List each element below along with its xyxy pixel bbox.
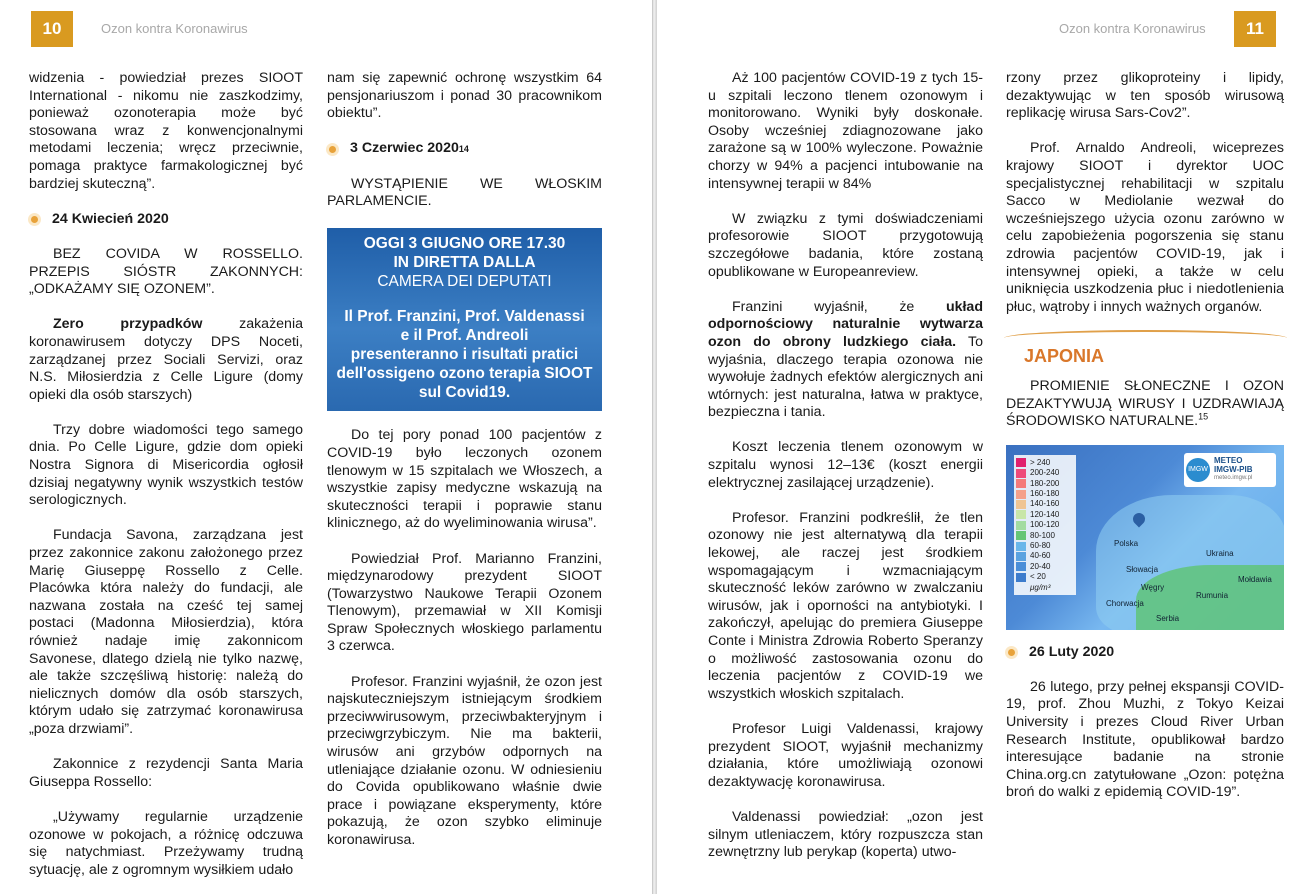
footnote-ref: 15 [1198,411,1209,422]
banner-line: dell'ossigeno ozono terapia SIOOT [336,365,593,383]
date-heading [29,211,303,229]
legend-swatch [1016,573,1026,582]
paragraph: Profesor. Franzini wyjaśnił, że ozon jest najskuteczniejszym istniejącym środkiem przeciwwirusowym, przeciwbakteryjnym i przeciwgrzybiczym. Nie ma bakterii, wirusów ani grzybów odpornych na utleniające działanie ozonu. W odniesieniu do Covida opublikowano właśnie dwie prace i powiązane eksperymenty, które pokazują, że ozon szybko eliminuje koronawirusa. [327,673,602,848]
banner-line: Il Prof. Franzini, Prof. Valdenassi [344,308,585,326]
text: To wyjaśnia, dlaczego terapia ozonowa nie wywołuje żadnych efektów alergicznych ani wtórnych: jest naturalna, łatwa w praktyce, bezpieczna i tania. [708,333,983,421]
paragraph: Koszt leczenia tlenem ozonowym w szpitalu wynosi 12–13€ (koszt energii elektrycznej zasilającej urządzenie). [708,439,983,491]
paragraph: Valdenassi powiedział: „ozon jest silnym utleniaczem, który rozpuszcza stan zewnętrzny lub perykap (koperta) utwo- [708,808,983,861]
legend-swatch [1016,531,1026,540]
date-text: 24 Kwiecień 2020 [52,210,169,227]
right-page [657,0,1314,894]
ozone-map-image [1006,445,1284,630]
map-label: Ukraina [1206,548,1234,558]
paragraph [1006,378,1284,431]
left-column-1 [29,70,303,894]
bullet-icon [31,216,38,223]
banner-line: e il Prof. Andreoli [400,327,529,345]
legend-label: 20-40 [1030,561,1051,571]
text: Franzini wyjaśnił, że [732,298,946,315]
legend-unit: μg/m³ [1030,582,1051,592]
paragraph [29,316,303,404]
date-heading: 3 Czerwiec 2020 14 [327,140,602,158]
legend-label: 160-180 [1030,488,1060,498]
page-number: 10 [31,11,73,47]
banner-line: sul Covid19. [418,384,511,402]
legend-row [1016,499,1076,509]
legend-label: 100-120 [1030,520,1060,530]
bold-text: układ odpornościowy naturalnie wytwarza ozon do obrony ludzkiego ciała. [708,298,983,350]
paragraph: 26 lutego, przy pełnej ekspansji COVID-19, prof. Zhou Muzhi, z Tokyo Keizai University i prezes Cloud River Urban Research Institute, opublikował bardzo interesujące badanie na stronie China.org.cn zatytułowane „Ozon: potężna broń do walki z epidemią COVID-19”. [1006,678,1284,801]
logo-title: METEO [1214,456,1243,466]
legend-swatch [1016,552,1026,561]
legend-swatch [1016,479,1026,488]
paragraph: Do tej pory ponad 100 pacjentów z COVID-19 było leczonych ozonem tlenowym w 15 szpitalach we Włoszech, a wszystkie zapisy medyczne wskazują na skuteczności terapii i poprawie stanu klinicznego, aż do wyeliminowania wirusa”. [327,427,602,532]
paragraph: „Używamy regularnie urządzenie ozonowe w pokojach, a różnicę odczuwa się natychmiast. Przeżywamy trudną sytuację, ale z ogromnym wysiłkiem udało [29,808,303,878]
banner-line: OGGI 3 GIUGNO ORE 17.30 [363,235,566,253]
map-label: Rumunia [1196,590,1229,600]
banner-line: CAMERA DEI DEPUTATI [377,273,552,291]
map-label: Serbia [1156,613,1180,623]
paragraph: Prof. Arnaldo Andreoli, wiceprezes krajowy SIOOT i dyrektor UOC specjalistycznej rehabilitacji w szpitalu Sacco w Mediolanie wezwał do wcześniejszego użycia ozonu zarówno w celu zapobieżenia pogorszenia się stanu zdrowia pacjentów COVID-19, jak i intensywnej opieki, a także w celu uniknięcia uszkodzenia płuc i niedotlenienia płuc, wątroby i innych ważnych organów. [1006,140,1284,315]
paragraph: BEZ COVIDA W ROSSELLO. PRZEPIS SIÓSTR ZAKONNYCH: „ODKAŻAMY SIĘ OZONEM”. [29,245,303,298]
legend-swatch [1016,490,1026,499]
map-label: Mołdawia [1238,574,1272,584]
meteo-imgw-logo [1184,453,1276,487]
paragraph: WYSTĄPIENIE WE WŁOSKIM PARLAMENCIE. [327,175,602,210]
date-text: 3 Czerwiec 2020 [350,140,459,157]
legend-row [1016,551,1076,561]
paragraph: Profesor. Franzini podkreślił, że tlen ozonowy nie jest alternatywą dla terapii lekowej, ale raczej jest środkiem wspomagającym i wzmacniającym skuteczność leków zarówno w zwalczaniu wirusów, jak i oporności na antybiotyki. I zakończył, apelując do premiera Giuseppe Conte i Ministra Zdrowia Roberto Speranzy o możliwość zastosowania ozonu do leczenia pacjentów z COVID-19 we wszystkich włoskich szpitalach. [708,509,983,702]
legend-label: 80-100 [1030,530,1055,540]
paragraph: Aż 100 pacjentów COVID-19 z tych 15-u szpitali leczono tlenem ozonowym i monitorowano. Wyniki były doskonałe. Osoby wcześniej zdiagnozowane jako zarażone są w 100% wyleczone. Poważnie chorzy w 94% a pacjenci intubowanie na intensywnej terapii w 84% [708,70,983,192]
legend-label: 200-240 [1030,468,1060,478]
running-title: Ozon kontra Koronawirus [101,21,248,36]
legend-label: 40-60 [1030,551,1051,561]
parliament-banner-image [327,228,602,411]
running-title: Ozon kontra Koronawirus [1059,21,1206,36]
paragraph: Profesor Luigi Valdenassi, krajowy prezydent SIOOT, wyjaśnił mechanizmy działania, które umożliwiają ozonowi dezaktywację koronawirusa. [708,720,983,790]
map-legend [1014,455,1076,595]
legend-swatch [1016,510,1026,519]
legend-label: 120-140 [1030,509,1060,519]
paragraph [708,299,983,422]
map-label: Słowacja [1126,564,1159,574]
paragraph: Zakonnice z rezydencji Santa Maria Giuseppa Rossello: [29,756,303,790]
legend-swatch [1016,521,1026,530]
map-label: Polska [1114,538,1139,548]
map-label: Węgry [1141,582,1165,592]
logo-url: meteo.imgw.pl [1214,475,1253,482]
legend-swatch [1016,469,1026,478]
legend-row [1016,468,1076,478]
text: PROMIENIE SŁONECZNE I OZON DEZAKTYWUJĄ WIRUSY I UZDRAWIAJĄ ŚRODOWISKO NATURALNE. [1006,377,1284,430]
legend-label: 140-160 [1030,499,1060,509]
legend-row [1016,562,1076,572]
right-column-1 [708,70,983,879]
left-page [0,0,652,894]
date-text: 26 Luty 2020 [1029,643,1115,660]
bullet-icon [329,146,336,153]
paragraph: Powiedział Prof. Marianno Franzini, międzynarodowy prezydent SIOOT (Towarzystwo Naukowe Terapii Ozonem Tlenowym), przemawiał w XII Komisji Spraw Społecznych włoskiego parlamentu 3 czerwca. [327,550,602,655]
left-column-2 [327,70,602,867]
legend-label: < 20 [1030,572,1046,582]
legend-row [1016,479,1076,489]
logo-title2: IMGW-PIB [1214,465,1253,475]
legend-swatch [1016,458,1026,467]
paragraph: Trzy dobre wiadomości tego samego dnia. Po Celle Ligure, gdzie dom opieki Nostra Signora di Misericordia ogłosił dzisiaj negatywny wynik wszystkich testów serologicznych. [29,421,303,509]
legend-row [1016,572,1076,582]
legend-label: 180-200 [1030,478,1060,488]
date-heading [1006,644,1284,662]
map-label: Chorwacja [1106,598,1144,608]
page-number: 11 [1234,11,1276,47]
right-column-2 [1006,70,1284,820]
legend-row [1016,458,1076,468]
legend-label: > 240 [1030,457,1051,467]
paragraph: widzenia - powiedział prezes SIOOT International - nikomu nie zaszkodzimy, ponieważ ozonoterapia może być stosowana wraz z konwencjonalnymi metodami leczenia; wręcz przeciwnie, pomaga praktyce farmakologicznej być bardziej skuteczną”. [29,70,303,192]
paragraph: W związku z tymi doświadczeniami profesorowie SIOOT przygotowują szczegółowe badania, które zostaną opublikowane w Europeanreview. [708,210,983,280]
section-heading: JAPONIA [1024,346,1105,367]
legend-row [1016,489,1076,499]
banner-line: presenteranno i risultati pratici [350,346,579,364]
text: zakażenia koronawirusem dotyczy DPS Noceti, zarządzanej przez Sociali Servizi, oraz N.S. Miłosierdzia z Celle Ligure (domy opieki dla osób starszych) [29,316,303,403]
banner-line: IN DIRETTA DALLA [393,254,536,272]
paragraph: rzony przez glikoproteiny i lipidy, dezaktywując w ten sposób wirusową replikację wirusa Sars-Cov2”. [1006,70,1284,122]
legend-swatch [1016,562,1026,571]
legend-row [1016,510,1076,520]
legend-label: 60-80 [1030,540,1051,550]
legend-row [1016,531,1076,541]
bold-text: Zero przypadków [53,316,203,333]
legend-swatch [1016,500,1026,509]
legend-row [1016,541,1076,551]
legend-row [1016,520,1076,530]
paragraph: Fundacja Savona, zarządzana jest przez zakonnice zakonu założonego przez Marię Giuseppę Rossello z Celle. Placówka która należy do fundacji, ale nazwana została na cześć tej samej postaci (Madonna Miłosierdzia), która również nadaje imię zakonnicom Savonese, dlatego dzielą nie tylko nazwę, ale także szczęśliwą historię: należą do nielicznych domów dla osób starszych, którym udało się zatrzymać koronawirusa „poza drzwiami”. [29,527,303,737]
legend-swatch [1016,542,1026,551]
logo-disc: IMGW [1186,458,1210,482]
bullet-icon [1008,649,1015,656]
paragraph: nam się zapewnić ochronę wszystkim 64 pensjonariuszom i ponad 30 pracownikom obiektu”. [327,70,602,122]
